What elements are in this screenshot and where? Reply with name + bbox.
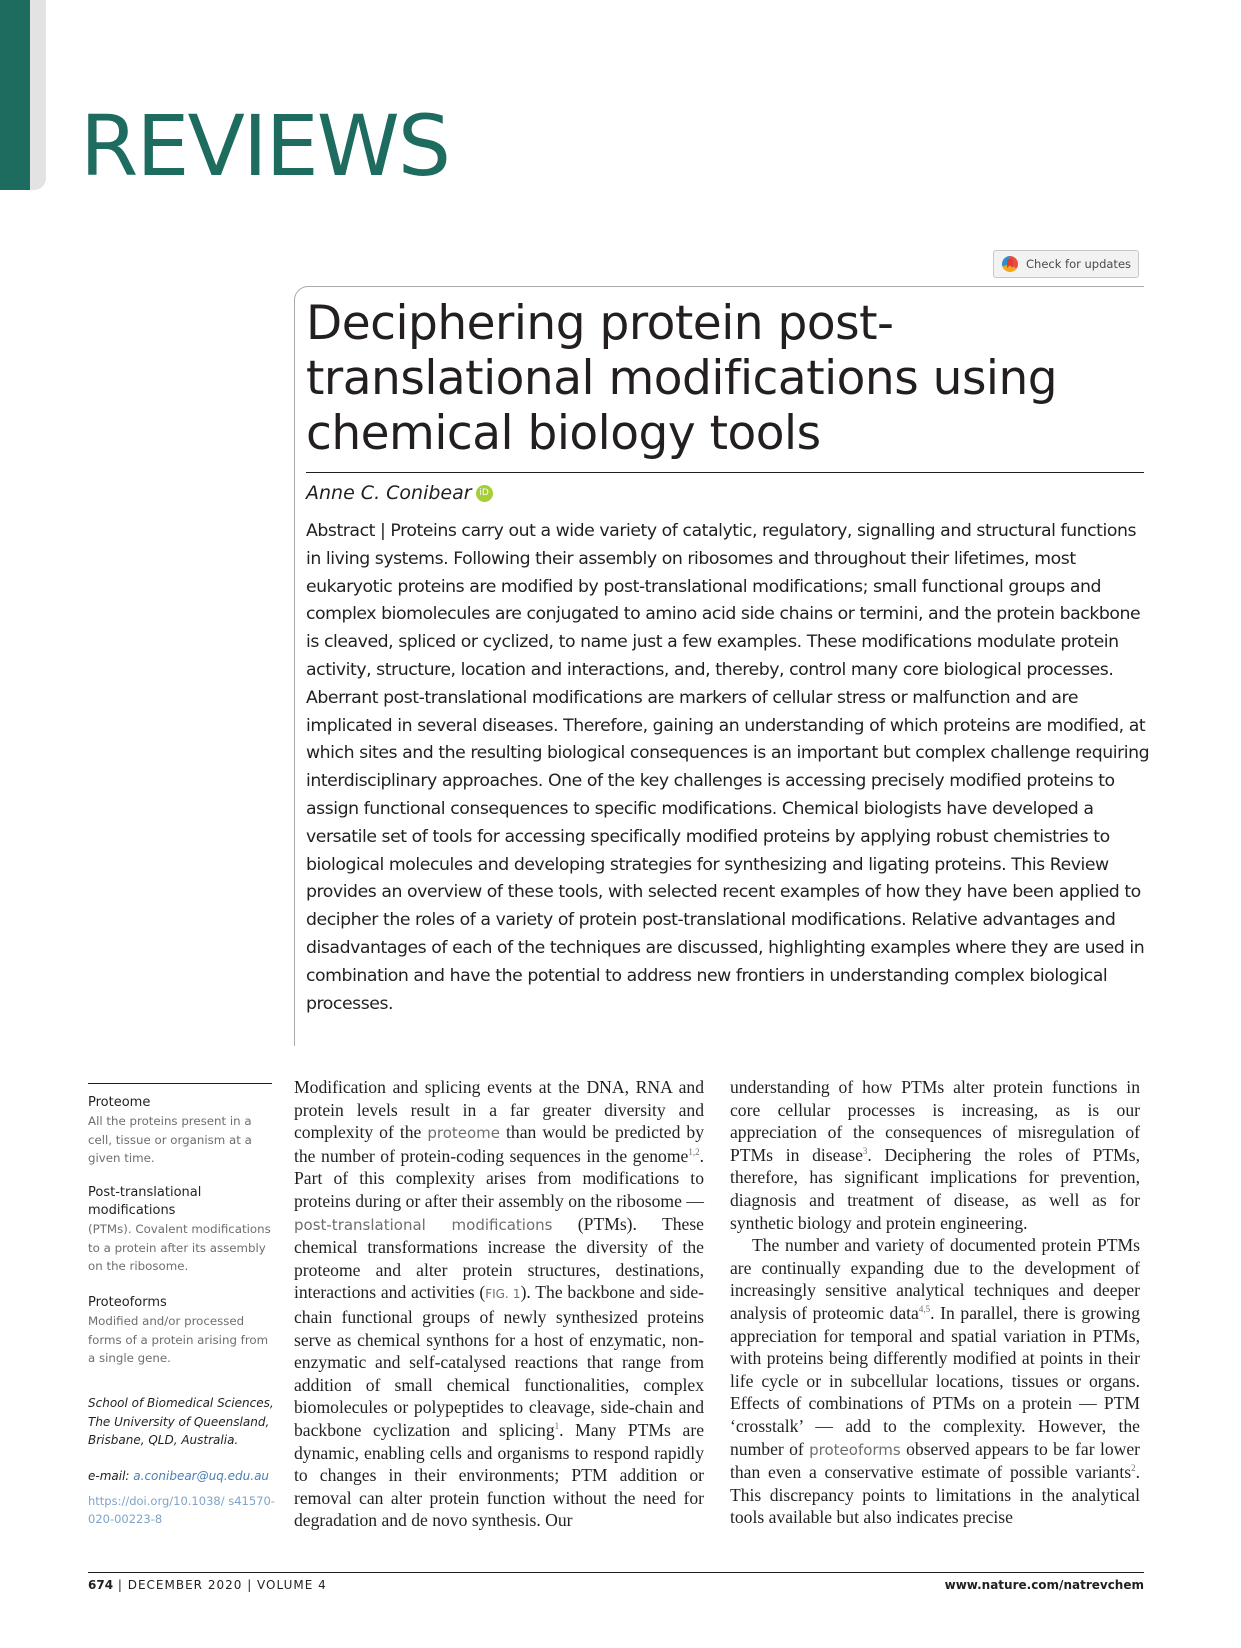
glossary-definition: (PTMs). Covalent modifications to a protein after its assembly on the ribosome. [88, 1222, 271, 1273]
body-column-left [294, 1076, 704, 1532]
abstract-text: Proteins carry out a wide variety of catalytic, regulatory, signalling and structural functions in living systems. Following their assembly on ribosomes and throughout their lifetimes, most eukaryotic proteins are modified by post-translational modifications; small functional groups and complex biomolecules are conjugated to amino acid side chains or termini, and the protein backbone is cleaved, spliced or cyclized, to name just a few examples. These modifications modulate protein activity, structure, location and interactions, and, thereby, control many core biological processes. Aberrant post-translational modifications are markers of cellular stress or malfunction and are implicated in several diseases. Therefore, gaining an understanding of which proteins are modified, at which sites and the resulting biological consequences is an important but complex challenge requiring interdisciplinary approaches. One of the key challenges is accessing precisely modified proteins to assign functional consequences to specific modifications. Chemical biologists have developed a versatile set of tools for accessing specifically modified proteins by applying robust chemistries to biological molecules and developing strategies for synthesizing and ligating proteins. This Review provides an overview of these tools, with selected recent examples of how they have been applied to decipher the roles of a variety of protein post-translational modifications. Relative advantages and disadvantages of each of the techniques are discussed, highlighting examples where they are used in combination and have the potential to address new frontiers in understanding complex biological processes. [306, 521, 1150, 1014]
glossary-link-proteome[interactable]: proteome [427, 1124, 501, 1143]
glossary-entry-ptm [88, 1184, 276, 1276]
abstract-label: Abstract | [306, 521, 391, 541]
check-for-updates-button[interactable] [993, 250, 1139, 278]
body-text: observed appears to be far lower than even a conservative estimate of possible variants [730, 1438, 1140, 1483]
body-text: Modification and splicing events at the DNA, RNA and protein levels result in a far greater diversity and complexity of the [294, 1077, 704, 1143]
doi-link[interactable]: https://doi.org/10.1038/ s41570-020-00223-8 [88, 1494, 275, 1526]
body-column-right [730, 1076, 1140, 1529]
glossary-term: Proteome [88, 1095, 151, 1110]
body-text: . In parallel, there is growing appreciation for temporal and spatial variation in PTMs, with proteins being differently modified at points in their life cycle or in subcellular locations, tissues or organs. Effects of combinations of PTMs on a protein — PTM ‘crosstalk’ — add to the complexity. However, the number of [730, 1302, 1140, 1459]
glossary-entry-proteome [88, 1094, 276, 1168]
body-text: (PTMs). These chemical transformations increase the diversity of the proteome and alter protein structures, destinations, interactions and activities ( [294, 1213, 704, 1303]
author-name[interactable]: Anne C. Conibear [306, 482, 472, 504]
body-text: understanding of how PTMs alter protein functions in core cellular processes is increasing, as is our appreciation of the consequences of misregulation of PTMs in disease [730, 1077, 1140, 1165]
check-for-updates-label: Check for updates [1026, 257, 1132, 271]
email-link[interactable]: a.conibear@uq.edu.au [133, 1469, 270, 1483]
figure-link[interactable]: FIG. 1 [485, 1287, 521, 1302]
crossmark-icon [1002, 256, 1018, 272]
footer-divider [88, 1572, 1144, 1573]
journal-url[interactable]: www.nature.com/natrevchem [944, 1578, 1144, 1592]
footer-issue-info [88, 1578, 327, 1592]
body-text: The number and variety of documented protein PTMs are continually expanding due to the development of increasingly sensitive analytical techniques and deeper analysis of proteomic data [730, 1235, 1140, 1323]
email-label: e-mail: [88, 1469, 134, 1483]
page-number: 674 [88, 1578, 114, 1592]
reference-link[interactable]: 4,5 [918, 1304, 931, 1315]
section-tab-shadow [30, 0, 46, 190]
author-affiliation: School of Biomedical Sciences, The University of Queensland, Brisbane, QLD, Australia. [88, 1396, 274, 1447]
glossary-link-ptm[interactable]: post-translational modifications [294, 1215, 553, 1234]
glossary-entry-proteoforms [88, 1294, 276, 1368]
section-label: REVIEWS [80, 97, 450, 195]
glossary-definition: All the proteins present in a cell, tissue or organism at a given time. [88, 1114, 252, 1165]
body-text: . This discrepancy points to limitations in the analytical tools available but also indicates precise [730, 1462, 1140, 1528]
article-title: Deciphering protein post-translational modifications using chemical biology tools [306, 296, 1058, 461]
body-text: . Many PTMs are dynamic, enabling cells and organisms to respond rapidly to changes in their environments; PTM addition or removal can alter protein function without the need for degradation and de novo synthesis. Our [294, 1419, 705, 1531]
body-text: . Part of this complexity arises from modifications to proteins during or after their assembly on the ribosome — [294, 1145, 704, 1211]
glossary-definition: Modified and/or processed forms of a protein arising from a single gene. [88, 1314, 269, 1365]
margin-divider [88, 1083, 272, 1084]
author-email [88, 1469, 288, 1483]
orcid-icon[interactable]: iD [476, 485, 493, 502]
issue-info: | DECEMBER 2020 | VOLUME 4 [113, 1578, 327, 1592]
reference-link[interactable]: 1 [554, 1421, 560, 1432]
reference-link[interactable]: 1,2 [688, 1146, 700, 1157]
body-paragraph [730, 1076, 1140, 1234]
body-paragraph [730, 1234, 1140, 1529]
reference-link[interactable]: 2 [1131, 1463, 1136, 1474]
reference-link[interactable]: 3 [862, 1145, 868, 1156]
glossary-term: Post-translational modifications [88, 1185, 202, 1218]
title-divider [306, 472, 1144, 473]
glossary-link-proteoforms[interactable]: proteoforms [809, 1440, 901, 1459]
glossary-term: Proteoforms [88, 1295, 167, 1310]
body-text: . Deciphering the roles of PTMs, therefore, has significant implications for prevention, diagnosis and treatment of disease, as well as for synthetic biology and protein engineering. [730, 1144, 1140, 1233]
abstract [306, 518, 1150, 1018]
author-line [306, 482, 493, 504]
body-text: than would be predicted by the number of protein-coding sequences in the genome [294, 1122, 705, 1166]
body-paragraph [294, 1076, 704, 1532]
body-text: ). The backbone and side-chain functional groups of newly synthesized proteins serve as chemical synthons for a host of enzymatic, non-enzymatic and self-catalysed reactions that range from addition of small chemical functionalities, complex biomolecules or polypeptides to cleavage, side-chain and backbone cyclization and splicing [294, 1282, 704, 1440]
section-tab-accent [0, 0, 30, 190]
